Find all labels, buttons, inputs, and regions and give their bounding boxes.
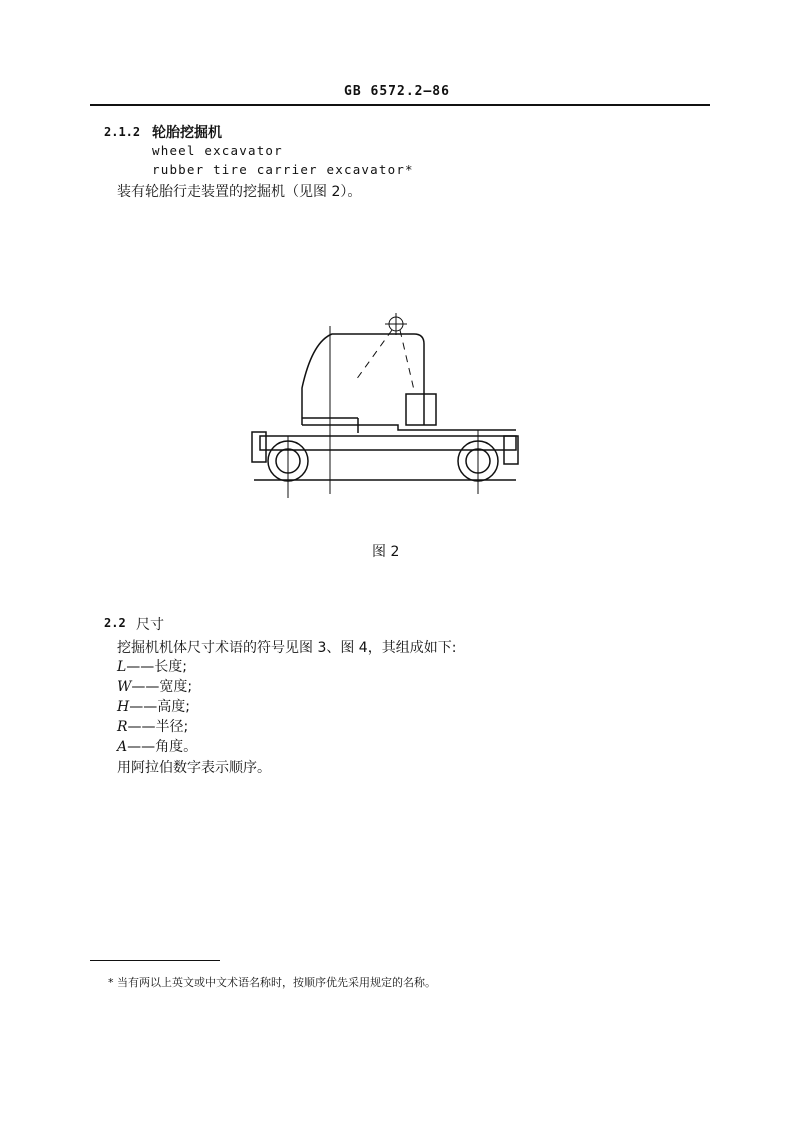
section-number-2-1-2: 2.1.2 <box>104 125 141 139</box>
header-rule <box>90 104 710 106</box>
symbol-desc: ——长度; <box>126 659 188 675</box>
footnote-rule <box>90 960 220 961</box>
wheel-excavator-figure <box>248 308 520 498</box>
pivot-dashed-line-left <box>356 330 392 380</box>
closing-text: 用阿拉伯数字表示顺序。 <box>117 760 271 776</box>
standard-code: GB 6572.2—86 <box>344 84 450 99</box>
symbol-letter: H <box>117 699 130 715</box>
section-title-2-2: 尺寸 <box>136 617 164 633</box>
symbol-letter: W <box>117 679 132 695</box>
section-number-2-2: 2.2 <box>104 616 126 630</box>
term-en-wheel-excavator: wheel excavator <box>152 143 283 158</box>
footnote-text: * 当有两以上英文或中文术语名称时，按顺序优先采用规定的名称。 <box>108 976 436 989</box>
symbol-row-height <box>117 696 190 716</box>
symbol-desc: ——角度。 <box>127 739 198 755</box>
pivot-dashed-line-right <box>400 330 414 390</box>
section-title-2-1-2: 轮胎挖掘机 <box>152 125 222 141</box>
symbol-letter: A <box>117 739 128 755</box>
symbol-desc: ——半径; <box>127 719 189 735</box>
symbol-row-width <box>117 676 192 696</box>
symbol-row-length <box>117 656 187 676</box>
symbol-desc: ——宽度; <box>131 679 193 695</box>
term-en-rubber-tire <box>152 162 414 177</box>
symbol-desc: ——高度; <box>129 699 190 715</box>
counterweight-box <box>406 394 436 425</box>
symbol-letter: L <box>117 659 127 675</box>
symbol-letter: R <box>117 719 128 735</box>
term-en-rubber-tire-text: rubber tire carrier excavator <box>152 162 406 177</box>
footnote-marker: * <box>405 162 414 177</box>
definition-text: 装有轮胎行走装置的挖掘机（见图 2）。 <box>117 184 362 200</box>
section-intro: 挖掘机机体尺寸术语的符号见图 3、图 4，其组成如下: <box>117 640 457 656</box>
symbol-row-angle <box>117 736 197 756</box>
figure-caption: 图 2 <box>372 544 400 560</box>
symbol-row-radius <box>117 716 188 736</box>
